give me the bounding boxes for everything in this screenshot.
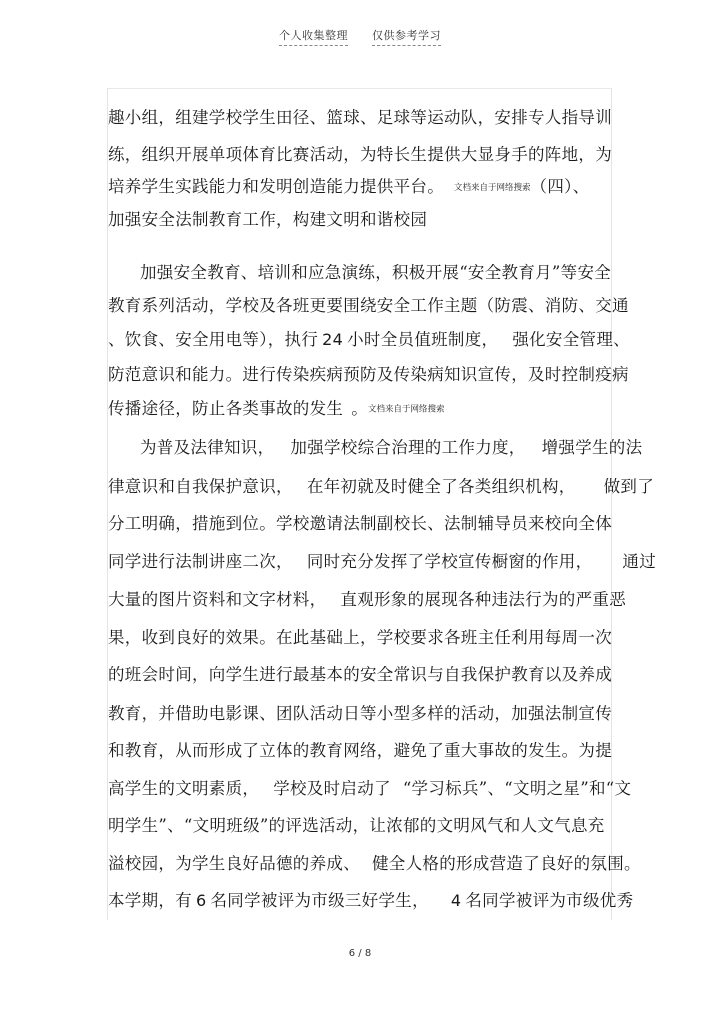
text-segment: 强化安全管理、 <box>512 330 630 349</box>
text-line-11 <box>108 477 655 497</box>
text-segment: 直观形象的展现各种违法行为的严重恶 <box>340 590 627 609</box>
text-segment: “学习标兵”、“文明之星”和“文 <box>402 779 632 798</box>
text-segment: 健全人格的形成营造了良好的氛围。 <box>372 854 641 873</box>
text-segment: 增强学生的法 <box>541 438 643 457</box>
text-segment: 学校及时启动了 <box>273 779 391 798</box>
text-line-2: 练，组织开展单项体育比赛活动，为特长生提供大显身手的阵地，为 <box>108 145 612 164</box>
page-frame-top <box>107 88 612 89</box>
text-segment: 为普及法律知识， <box>140 438 275 457</box>
text-segment: 通过 <box>622 552 657 571</box>
text-segment: 做到了 <box>603 477 655 496</box>
text-line-7 <box>108 330 630 350</box>
text-segment: （四）、 <box>530 177 590 196</box>
text-line-22 <box>108 891 634 911</box>
text-segment: 本学期，有 <box>108 891 192 910</box>
text-segment: 名同学被评为市级三好学生， <box>210 891 429 910</box>
text-line-5: 加强安全教育、培训和应急演练，积极开展“安全教育月”等安全 <box>140 263 612 282</box>
text-segment: 溢校园，为学生良好品德的养成、 <box>108 854 360 873</box>
text-line-16: 的班会时间，向学生进行最基本的安全常识与自我保护教育以及养成 <box>108 665 612 684</box>
text-line-17: 教育，并借助电影课、团队活动日等小型多样的活动，加强法制宣传 <box>108 704 612 723</box>
source-note: 文档来自于网络搜索 <box>454 182 531 193</box>
source-note: 文档来自于网络搜索 <box>368 404 445 415</box>
text-line-9 <box>108 399 613 420</box>
text-line-15: 果，收到良好的效果。在此基础上，学校要求各班主任利用每周一次 <box>108 628 612 647</box>
section-heading: 加强安全法制教育工作，构建文明和谐校园 <box>108 210 428 229</box>
text-segment: 大量的图片资料和文字材料， <box>108 590 327 609</box>
text-segment: 同学进行法制讲座二次， <box>108 552 293 571</box>
text-segment: 培养学生实践能力和发明创造能力提供平台。 <box>108 177 444 196</box>
text-line-3 <box>108 177 613 198</box>
text-segment: 律意识和自我保护意识， <box>108 477 293 496</box>
number-4: 4 <box>450 891 462 910</box>
text-segment: 名同学被评为市级优秀 <box>465 891 634 910</box>
text-line-6: 教育系列活动，学校及各班更要围绕安全工作主题（防震、消防、交通 <box>108 296 629 315</box>
text-segment: 在年初就及时健全了各类组织机构， <box>306 477 576 496</box>
text-line-13 <box>108 552 657 572</box>
text-line-20: 明学生”、“文明班级”的评选活动，让浓郁的文明风气和人文气息充 <box>108 816 605 835</box>
text-segment: 小时全员值班制度， <box>347 330 499 349</box>
text-line-14 <box>108 590 627 610</box>
text-line-21 <box>108 854 641 874</box>
text-line-8: 防范意识和能力。进行传染疾病预防及传染病知识宣传，及时控制疫病 <box>108 365 629 384</box>
text-line-10 <box>140 438 645 458</box>
text-line-12: 分工明确，措施到位。学校邀请法制副校长、法制辅导员来校向全体 <box>108 514 612 533</box>
text-segment: 、饮食、安全用电等），执行 <box>108 330 319 349</box>
header-left-text: 个人收集整理 <box>279 29 348 46</box>
text-segment: 同时充分发挥了学校宣传橱窗的作用， <box>306 552 593 571</box>
text-line-19 <box>108 779 632 799</box>
header-right-text: 仅供参考学习 <box>372 29 441 46</box>
page-header <box>0 27 720 43</box>
page-number: 6 / 8 <box>348 948 372 959</box>
number-6: 6 <box>196 891 207 910</box>
text-line-1: 趣小组，组建学校学生田径、篮球、足球等运动队，安排专人指导训 <box>108 108 612 127</box>
text-segment: 高学生的文明素质， <box>108 779 260 798</box>
text-segment: 加强学校综合治理的工作力度， <box>290 438 526 457</box>
text-segment: 。 <box>351 399 369 418</box>
text-segment: 传播途径，防止各类事故的发生 <box>108 399 344 418</box>
text-line-18: 和教育，从而形成了立体的教育网络，避免了重大事故的发生。为提 <box>108 741 612 760</box>
number-24: 24 <box>322 330 344 349</box>
